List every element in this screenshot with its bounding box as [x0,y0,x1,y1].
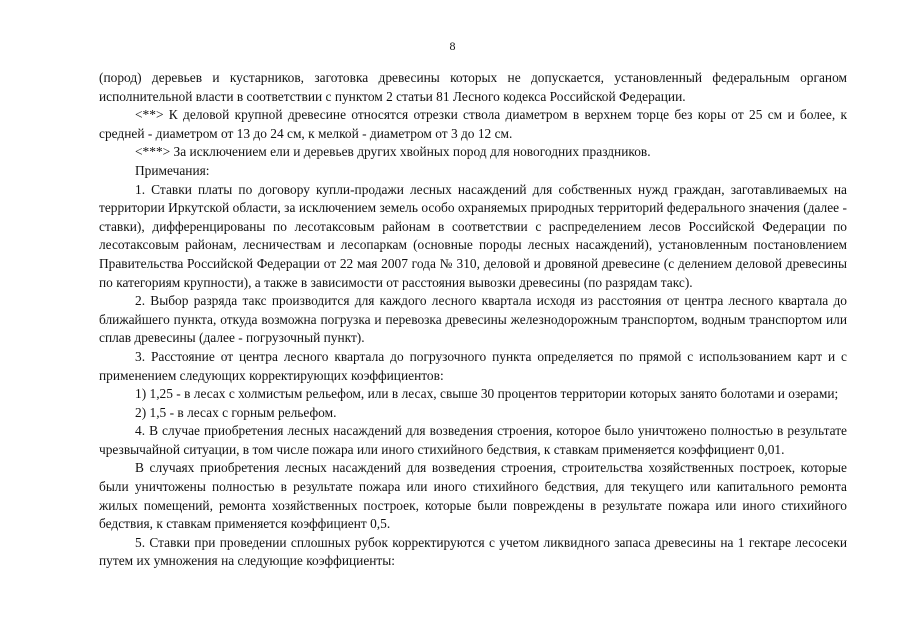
note-1: 1. Ставки платы по договору купли-продажи лесных насаждений для собственных нужд граждан, заготавливаемых на территории Иркутской области, за исключением земель особо охраняемых природных территорий федерального значения (далее - ставки), дифференцированы по лесотаксовым районам в соответствии с распределением лесов Российской Федерации по лесотаксовым районам, лесничествам и лесопаркам (основные породы лесных насаждений), установленным постановлением Правительства Российской Федерации от 22 мая 2007 года № 310, деловой и дровяной древесине (с делением деловой древесины по категориям крупности), а также в зависимости от расстояния вывозки древесины (по разрядам такс). [99,181,847,290]
note-5: 5. Ставки при проведении сплошных рубок корректируются с учетом ликвидного запаса древесины на 1 гектаре лесосеки путем их умножения на следующие коэффициенты: [99,534,847,569]
note-3: 3. Расстояние от центра лесного квартала до погрузочного пункта определяется по прямой с использованием карт и с применением следующих корректирующих коэффициентов: [99,348,847,383]
document-body [99,69,847,571]
note-4: 4. В случае приобретения лесных насаждений для возведения строения, которое было уничтожено полностью в результате чрезвычайной ситуации, в том числе пожара или иного стихийного бедствия, к ставкам применяется коэффициент 0,01. [99,423,847,457]
notes-heading: Примечания: [135,162,210,178]
footnote-double-star: <**> К деловой крупной древесине относятся отрезки ствола диаметром в верхнем торце без коры от 25 см и более, к средней - диаметром от 13 до 24 см, к мелкой - диаметром от 3 до 12 см. [99,107,847,141]
page-number: 8 [449,39,456,53]
footnote-triple-star: <***> За исключением ели и деревьев других хвойных пород для новогодних праздников. [135,144,651,160]
note-3-item-2: 2) 1,5 - в лесах с горным рельефом. [135,404,337,420]
note-3-item-1: 1) 1,25 - в лесах с холмистым рельефом, или в лесах, свыше 30 процентов территории которых занято болотами и озерами; [135,386,839,402]
note-2: 2. Выбор разряда такс производится для каждого лесного квартала исходя из расстояния от центра лесного квартала до ближайшего пункта, откуда возможна погрузка и перевозка древесины железнодорожным транспортом, водным транспортом или сплав древесины (далее - погрузочный пункт). [99,293,847,346]
paragraph-continuation: (пород) деревьев и кустарников, заготовка древесины которых не допускается, установленный федеральным органом исполнительной власти в соответствии с пунктом 2 статьи 81 Лесного кодекса Российской Федерации. [99,70,847,104]
note-4-continuation: В случаях приобретения лесных насаждений для возведения строения, строительства хозяйственных построек, которые были уничтожены полностью в результате пожара или иного стихийного бедствия, для текущего или капитального ремонта жилых помещений, ремонта хозяйственных построек, которые были повреждены в результате пожара или иного стихийного бедствия, к ставкам применяется коэффициент 0,5. [99,460,847,532]
